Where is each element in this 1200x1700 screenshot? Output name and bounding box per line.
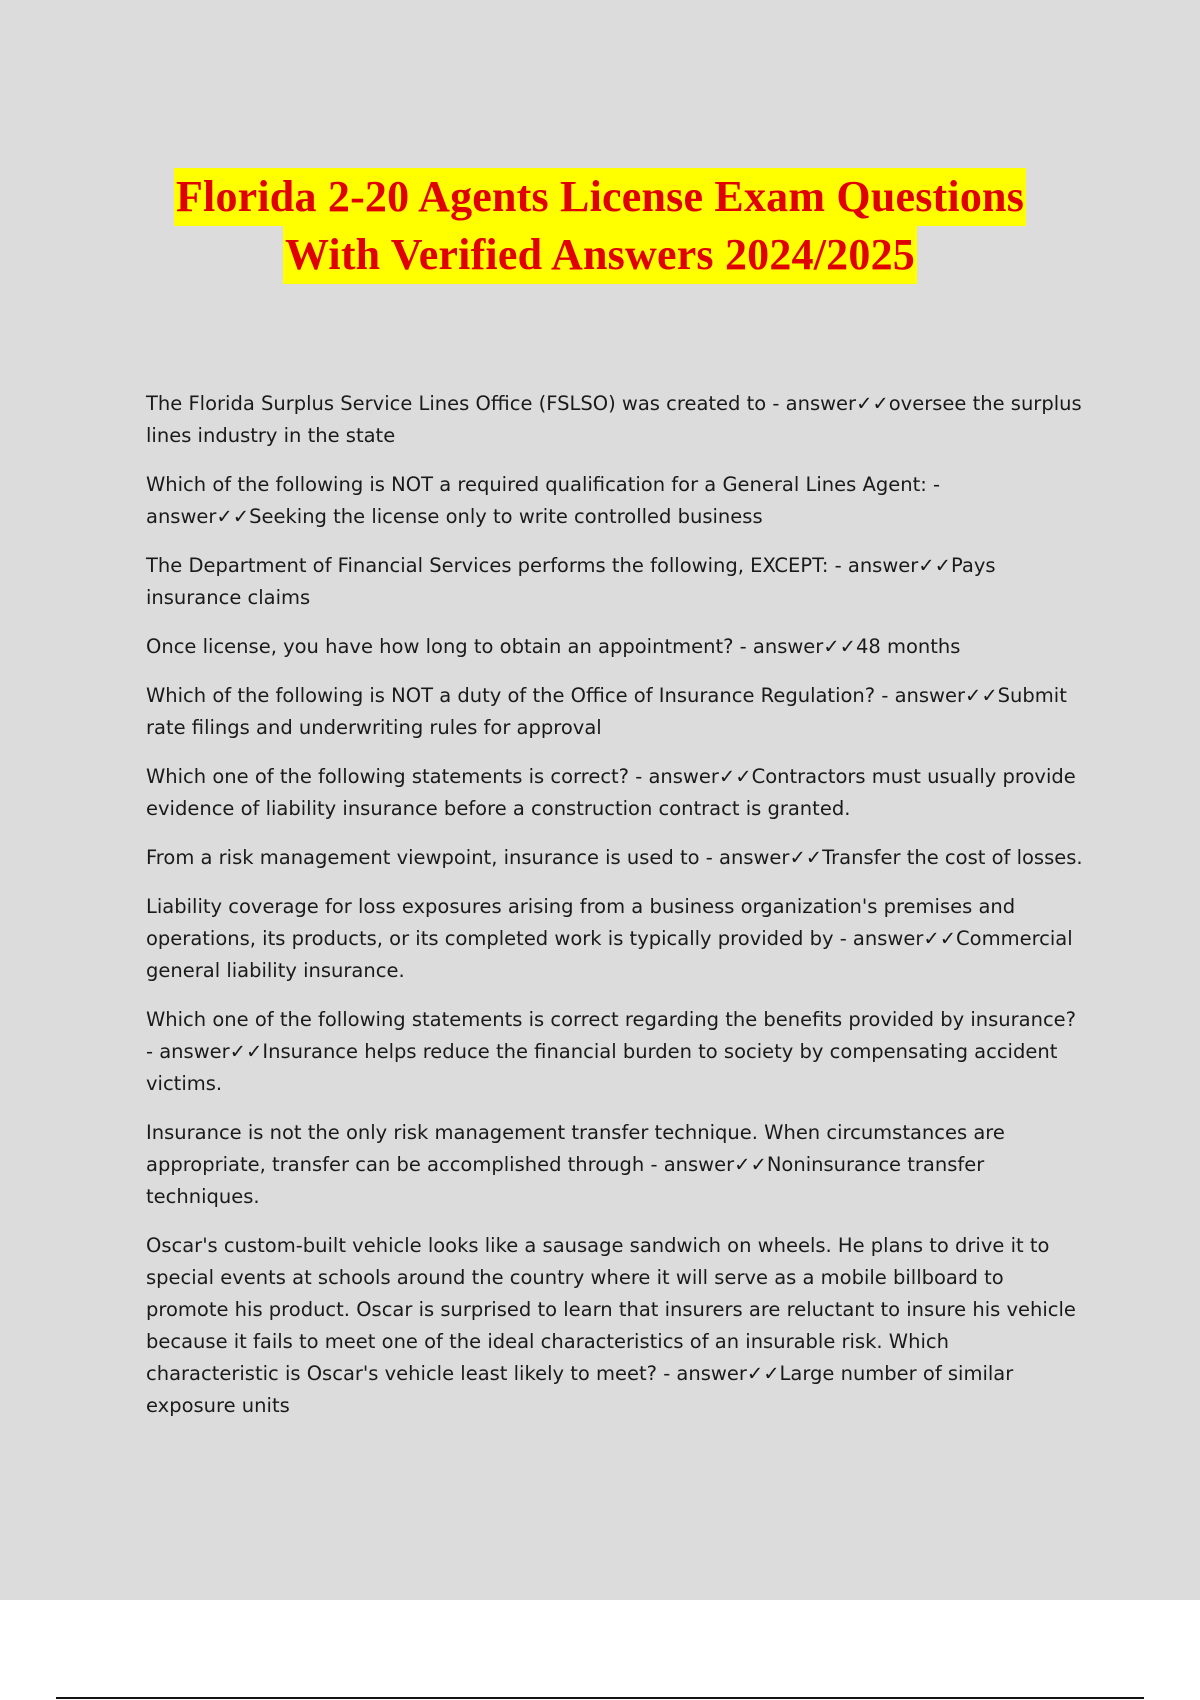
- qa-item: Which of the following is NOT a duty of the Office of Insurance Regulation? - answer✓✓Submit rate filings and underwriting rules for approval: [146, 684, 1067, 739]
- qa-list: [146, 388, 1086, 1439]
- qa-item: Liability coverage for loss exposures arising from a business organization's premises and operations, its products, or its completed work is typically provided by - answer✓✓Commercial general liability insurance.: [146, 895, 1073, 982]
- qa-item: Which one of the following statements is correct regarding the benefits provided by insurance? - answer✓✓Insurance helps reduce the financial burden to society by compensating accident victims.: [146, 1008, 1077, 1095]
- qa-item: Which one of the following statements is correct? - answer✓✓Contractors must usually provide evidence of liability insurance before a construction contract is granted.: [146, 765, 1076, 820]
- qa-item: Insurance is not the only risk management transfer technique. When circumstances are appropriate, transfer can be accomplished through - answer✓✓Noninsurance transfer techniques.: [146, 1121, 1005, 1208]
- title-line-2: With Verified Answers 2024/2025: [283, 226, 917, 284]
- title-line-1: Florida 2-20 Agents License Exam Questions: [174, 168, 1026, 226]
- qa-item: The Department of Financial Services performs the following, EXCEPT: - answer✓✓Pays insurance claims: [146, 554, 996, 609]
- qa-item: Once license, you have how long to obtain an appointment? - answer✓✓48 months: [146, 635, 961, 658]
- qa-item: From a risk management viewpoint, insurance is used to - answer✓✓Transfer the cost of losses.: [146, 846, 1083, 869]
- qa-item: Which of the following is NOT a required qualification for a General Lines Agent: - answer✓✓Seeking the license only to write controlled business: [146, 473, 941, 528]
- qa-item: Oscar's custom-built vehicle looks like a sausage sandwich on wheels. He plans to drive it to special events at schools around the country where it will serve as a mobile billboard to promote his product. Oscar is surprised to learn that insurers are reluctant to insure his vehicle because it fails to meet one of the ideal characteristics of an insurable risk. Which characteristic is Oscar's vehicle least likely to meet? - answer✓✓Large number of similar exposure units: [146, 1234, 1076, 1417]
- footer-divider: [56, 1697, 1144, 1699]
- qa-item: The Florida Surplus Service Lines Office (FSLSO) was created to - answer✓✓oversee the surplus lines industry in the state: [146, 392, 1082, 447]
- document-title: [0, 168, 1200, 284]
